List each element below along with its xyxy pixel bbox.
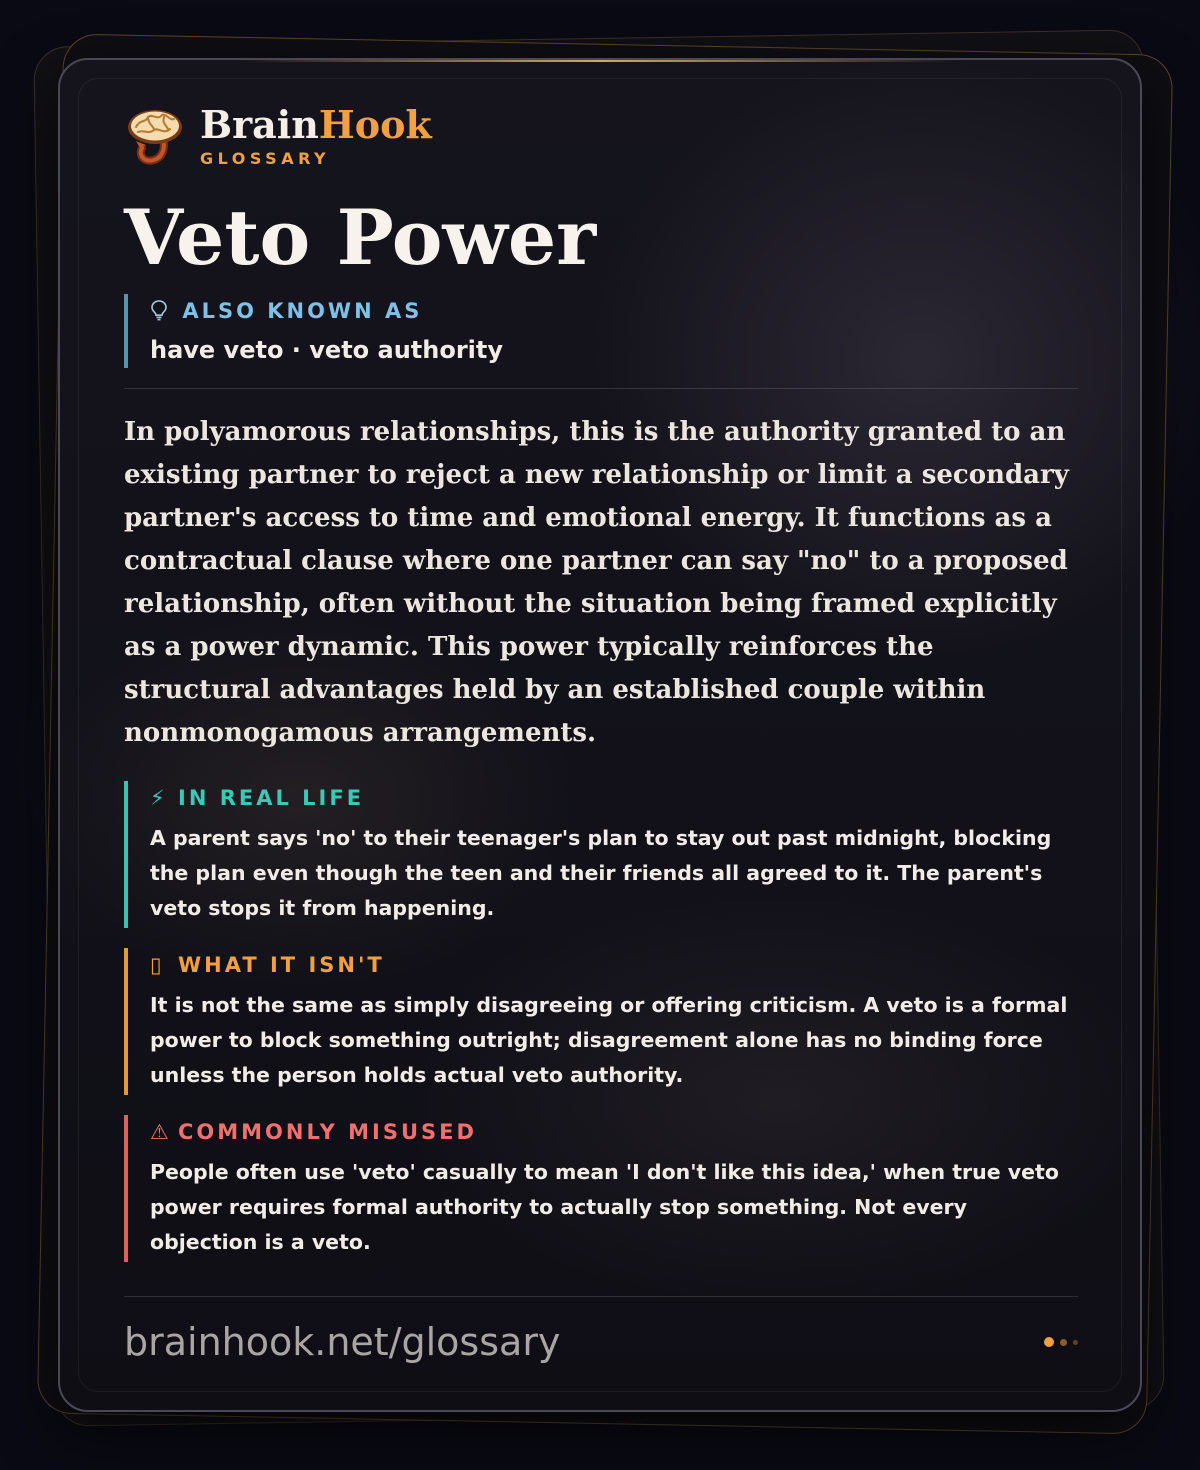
warning-icon: ⚠	[150, 1120, 172, 1144]
brand-name-part1: Brain	[200, 101, 319, 147]
section-label-row	[150, 950, 1078, 980]
brand-header	[124, 101, 1078, 168]
pagination-dots	[1044, 1337, 1078, 1347]
aka-label: ALSO KNOWN AS	[182, 299, 423, 323]
section-text: People often use 'veto' casually to mean 'I don't like this idea,' when true veto power requires formal authority to actually stop something. Not every objection is a veto.	[150, 1160, 1059, 1254]
card-top-accent	[240, 60, 960, 62]
footer-divider	[124, 1296, 1078, 1297]
card-content	[124, 101, 1078, 1365]
blocked-icon: ▯	[150, 953, 165, 977]
term-title: Veto Power	[124, 193, 597, 282]
section-in-real-life	[124, 781, 1078, 928]
lightbulb-icon	[150, 296, 172, 326]
section-text: A parent says 'no' to their teenager's plan to stay out past midnight, blocking the plan even though the teen and their friends all agreed to it. The parent's veto stops it from happening.	[150, 826, 1052, 920]
section-what-it-isnt	[124, 948, 1078, 1095]
lightning-icon: ⚡	[150, 786, 168, 810]
aka-label-row	[150, 294, 1078, 326]
section-text: It is not the same as simply disagreeing or offering criticism. A veto is a formal power to block something outright; disagreement alone has no binding force unless the person holds actual veto authority.	[150, 993, 1068, 1087]
aka-values: have veto · veto authority	[150, 336, 504, 364]
card-footer	[124, 1319, 1078, 1365]
section-label: COMMONLY MISUSED	[178, 1120, 477, 1144]
aka-block	[124, 294, 1078, 368]
footer-url-link[interactable]: brainhook.net/glossary	[124, 1320, 561, 1364]
brand-name	[200, 101, 432, 147]
section-label-row	[150, 783, 1078, 813]
dot-icon	[1044, 1337, 1054, 1347]
section-label: IN REAL LIFE	[178, 786, 365, 810]
glossary-card	[58, 58, 1142, 1412]
dot-icon	[1073, 1340, 1078, 1345]
section-label-row	[150, 1117, 1078, 1147]
brand-name-part2: Hook	[318, 101, 432, 147]
brand-subtitle: GLOSSARY	[200, 148, 331, 168]
section-commonly-misused	[124, 1115, 1078, 1262]
dot-icon	[1060, 1339, 1067, 1346]
header-divider	[124, 388, 1078, 389]
section-label: WHAT IT ISN'T	[178, 953, 385, 977]
brain-hook-logo-icon	[124, 105, 186, 167]
definition-text: In polyamorous relationships, this is the authority granted to an existing partner to reject a new relationship or limit a secondary partner's access to time and emotional energy. It functions as a contractual clause where one partner can say "no" to a proposed relationship, often without the situation being framed explicitly as a power dynamic. This power typically reinforces the structural advantages held by an established couple within nonmonogamous arrangements.	[124, 417, 1069, 748]
